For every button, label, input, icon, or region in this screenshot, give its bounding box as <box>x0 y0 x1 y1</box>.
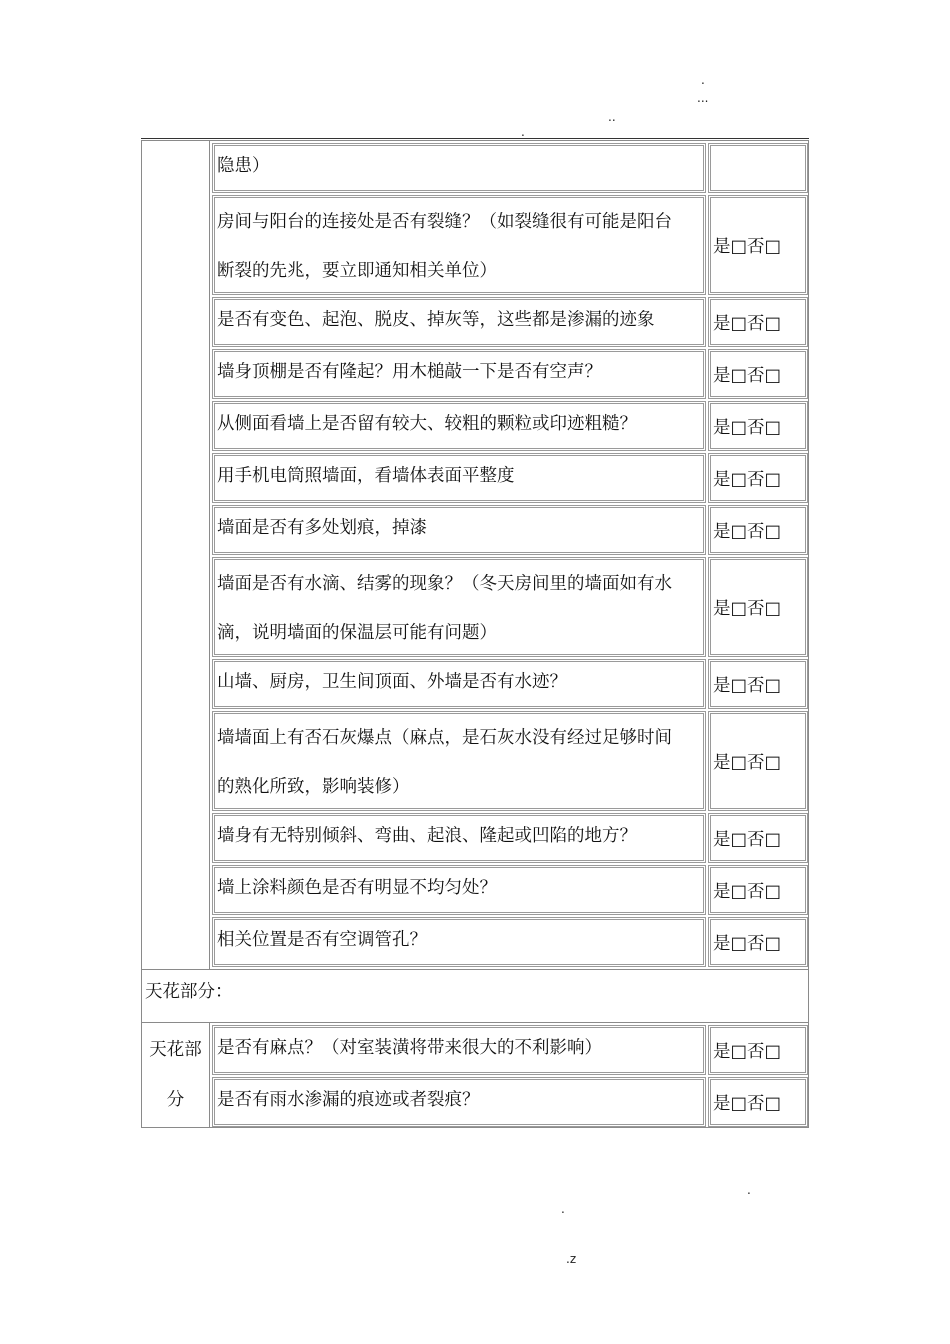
answer-cell[interactable] <box>708 195 808 295</box>
yes-no-checkbox[interactable]: 是□否□ <box>713 417 782 438</box>
yes-no-checkbox[interactable]: 是□否□ <box>713 1093 782 1114</box>
question-text-line2: 的熟化所致，影响装修） <box>217 777 410 797</box>
question-cell <box>212 505 706 555</box>
answer-cell[interactable] <box>708 401 808 451</box>
question-text: 墙身顶棚是否有隆起？用木槌敲一下是否有空声？ <box>217 362 602 382</box>
answer-cell[interactable] <box>708 865 808 915</box>
question-text: 墙墙面上有否石灰爆点（麻点，是石灰水没有经过足够时间 <box>217 728 672 748</box>
question-text: 是否有麻点？（对室装潢将带来很大的不利影响） <box>217 1038 602 1058</box>
question-text: 是否有雨水渗漏的痕迹或者裂痕？ <box>217 1090 480 1110</box>
answer-cell[interactable] <box>708 349 808 399</box>
answer-cell[interactable] <box>708 711 808 811</box>
question-cell <box>212 865 706 915</box>
category-label-ceiling <box>142 1023 210 1127</box>
header-mark-4: . <box>521 125 525 139</box>
footer-mark-3: .z <box>566 1252 577 1266</box>
question-text-line2: 断裂的先兆，要立即通知相关单位） <box>217 261 497 281</box>
category-label-line1: 天花部 <box>149 1040 202 1060</box>
section-heading-ceiling <box>142 969 808 1023</box>
question-cell <box>212 659 706 709</box>
question-text: 用手机电筒照墙面，看墙体表面平整度 <box>217 466 515 486</box>
footer-mark-1: . <box>747 1183 751 1197</box>
question-cell <box>212 917 706 967</box>
question-text: 相关位置是否有空调管孔？ <box>217 930 427 950</box>
yes-no-checkbox[interactable]: 是□否□ <box>713 752 782 773</box>
question-cell <box>212 557 706 657</box>
yes-no-checkbox[interactable]: 是□否□ <box>713 365 782 386</box>
answer-cell[interactable] <box>708 813 808 863</box>
question-text: 墙面是否有多处划痕，掉漆 <box>217 518 427 538</box>
question-text: 墙身有无特别倾斜、弯曲、起浪、隆起或凹陷的地方？ <box>217 826 637 846</box>
yes-no-checkbox[interactable]: 是□否□ <box>713 1041 782 1062</box>
question-cell <box>212 195 706 295</box>
question-cell <box>212 813 706 863</box>
answer-cell[interactable] <box>708 1025 808 1075</box>
question-cell <box>212 711 706 811</box>
question-text: 墙面是否有水滴、结雾的现象？（冬天房间里的墙面如有水 <box>217 574 672 594</box>
question-cell <box>212 349 706 399</box>
category-column <box>142 141 210 969</box>
question-text: 山墙、厨房，卫生间顶面、外墙是否有水迹？ <box>217 672 567 692</box>
section-title: 天花部分： <box>145 982 233 1002</box>
answer-cell[interactable] <box>708 297 808 347</box>
header-mark-3: .. <box>608 110 616 124</box>
yes-no-checkbox[interactable]: 是□否□ <box>713 933 782 954</box>
yes-no-checkbox[interactable]: 是□否□ <box>713 829 782 850</box>
answer-cell[interactable] <box>708 659 808 709</box>
yes-no-checkbox[interactable]: 是□否□ <box>713 521 782 542</box>
question-text-line2: 滴，说明墙面的保温层可能有问题） <box>217 623 497 643</box>
yes-no-checkbox[interactable]: 是□否□ <box>713 881 782 902</box>
question-cell <box>212 1077 706 1127</box>
yes-no-checkbox[interactable]: 是□否□ <box>713 313 782 334</box>
question-cell <box>212 453 706 503</box>
category-label-line2: 分 <box>166 1090 185 1110</box>
yes-no-checkbox[interactable]: 是□否□ <box>713 675 782 696</box>
yes-no-checkbox[interactable]: 是□否□ <box>713 236 782 257</box>
question-cell <box>212 143 706 193</box>
question-cell <box>212 401 706 451</box>
header-mark-2: ... <box>697 91 709 105</box>
question-cell <box>212 297 706 347</box>
question-text: 隐患） <box>217 156 270 176</box>
header-rule <box>141 138 809 139</box>
question-text: 从侧面看墙上是否留有较大、较粗的颗粒或印迹粗糙？ <box>217 414 637 434</box>
header-mark-1: . <box>701 73 705 87</box>
yes-no-checkbox[interactable]: 是□否□ <box>713 469 782 490</box>
question-text: 房间与阳台的连接处是否有裂缝？（如裂缝很有可能是阳台 <box>217 212 672 232</box>
answer-cell <box>708 143 808 193</box>
answer-cell[interactable] <box>708 917 808 967</box>
answer-cell[interactable] <box>708 1077 808 1127</box>
footer-mark-2: . <box>561 1202 565 1216</box>
yes-no-checkbox[interactable]: 是□否□ <box>713 598 782 619</box>
question-text: 墙上涂料颜色是否有明显不均匀处？ <box>217 878 497 898</box>
answer-cell[interactable] <box>708 557 808 657</box>
question-cell <box>212 1025 706 1075</box>
question-text: 是否有变色、起泡、脱皮、掉灰等，这些都是渗漏的迹象 <box>217 310 655 330</box>
answer-cell[interactable] <box>708 505 808 555</box>
inspection-table <box>141 140 809 1128</box>
answer-cell[interactable] <box>708 453 808 503</box>
